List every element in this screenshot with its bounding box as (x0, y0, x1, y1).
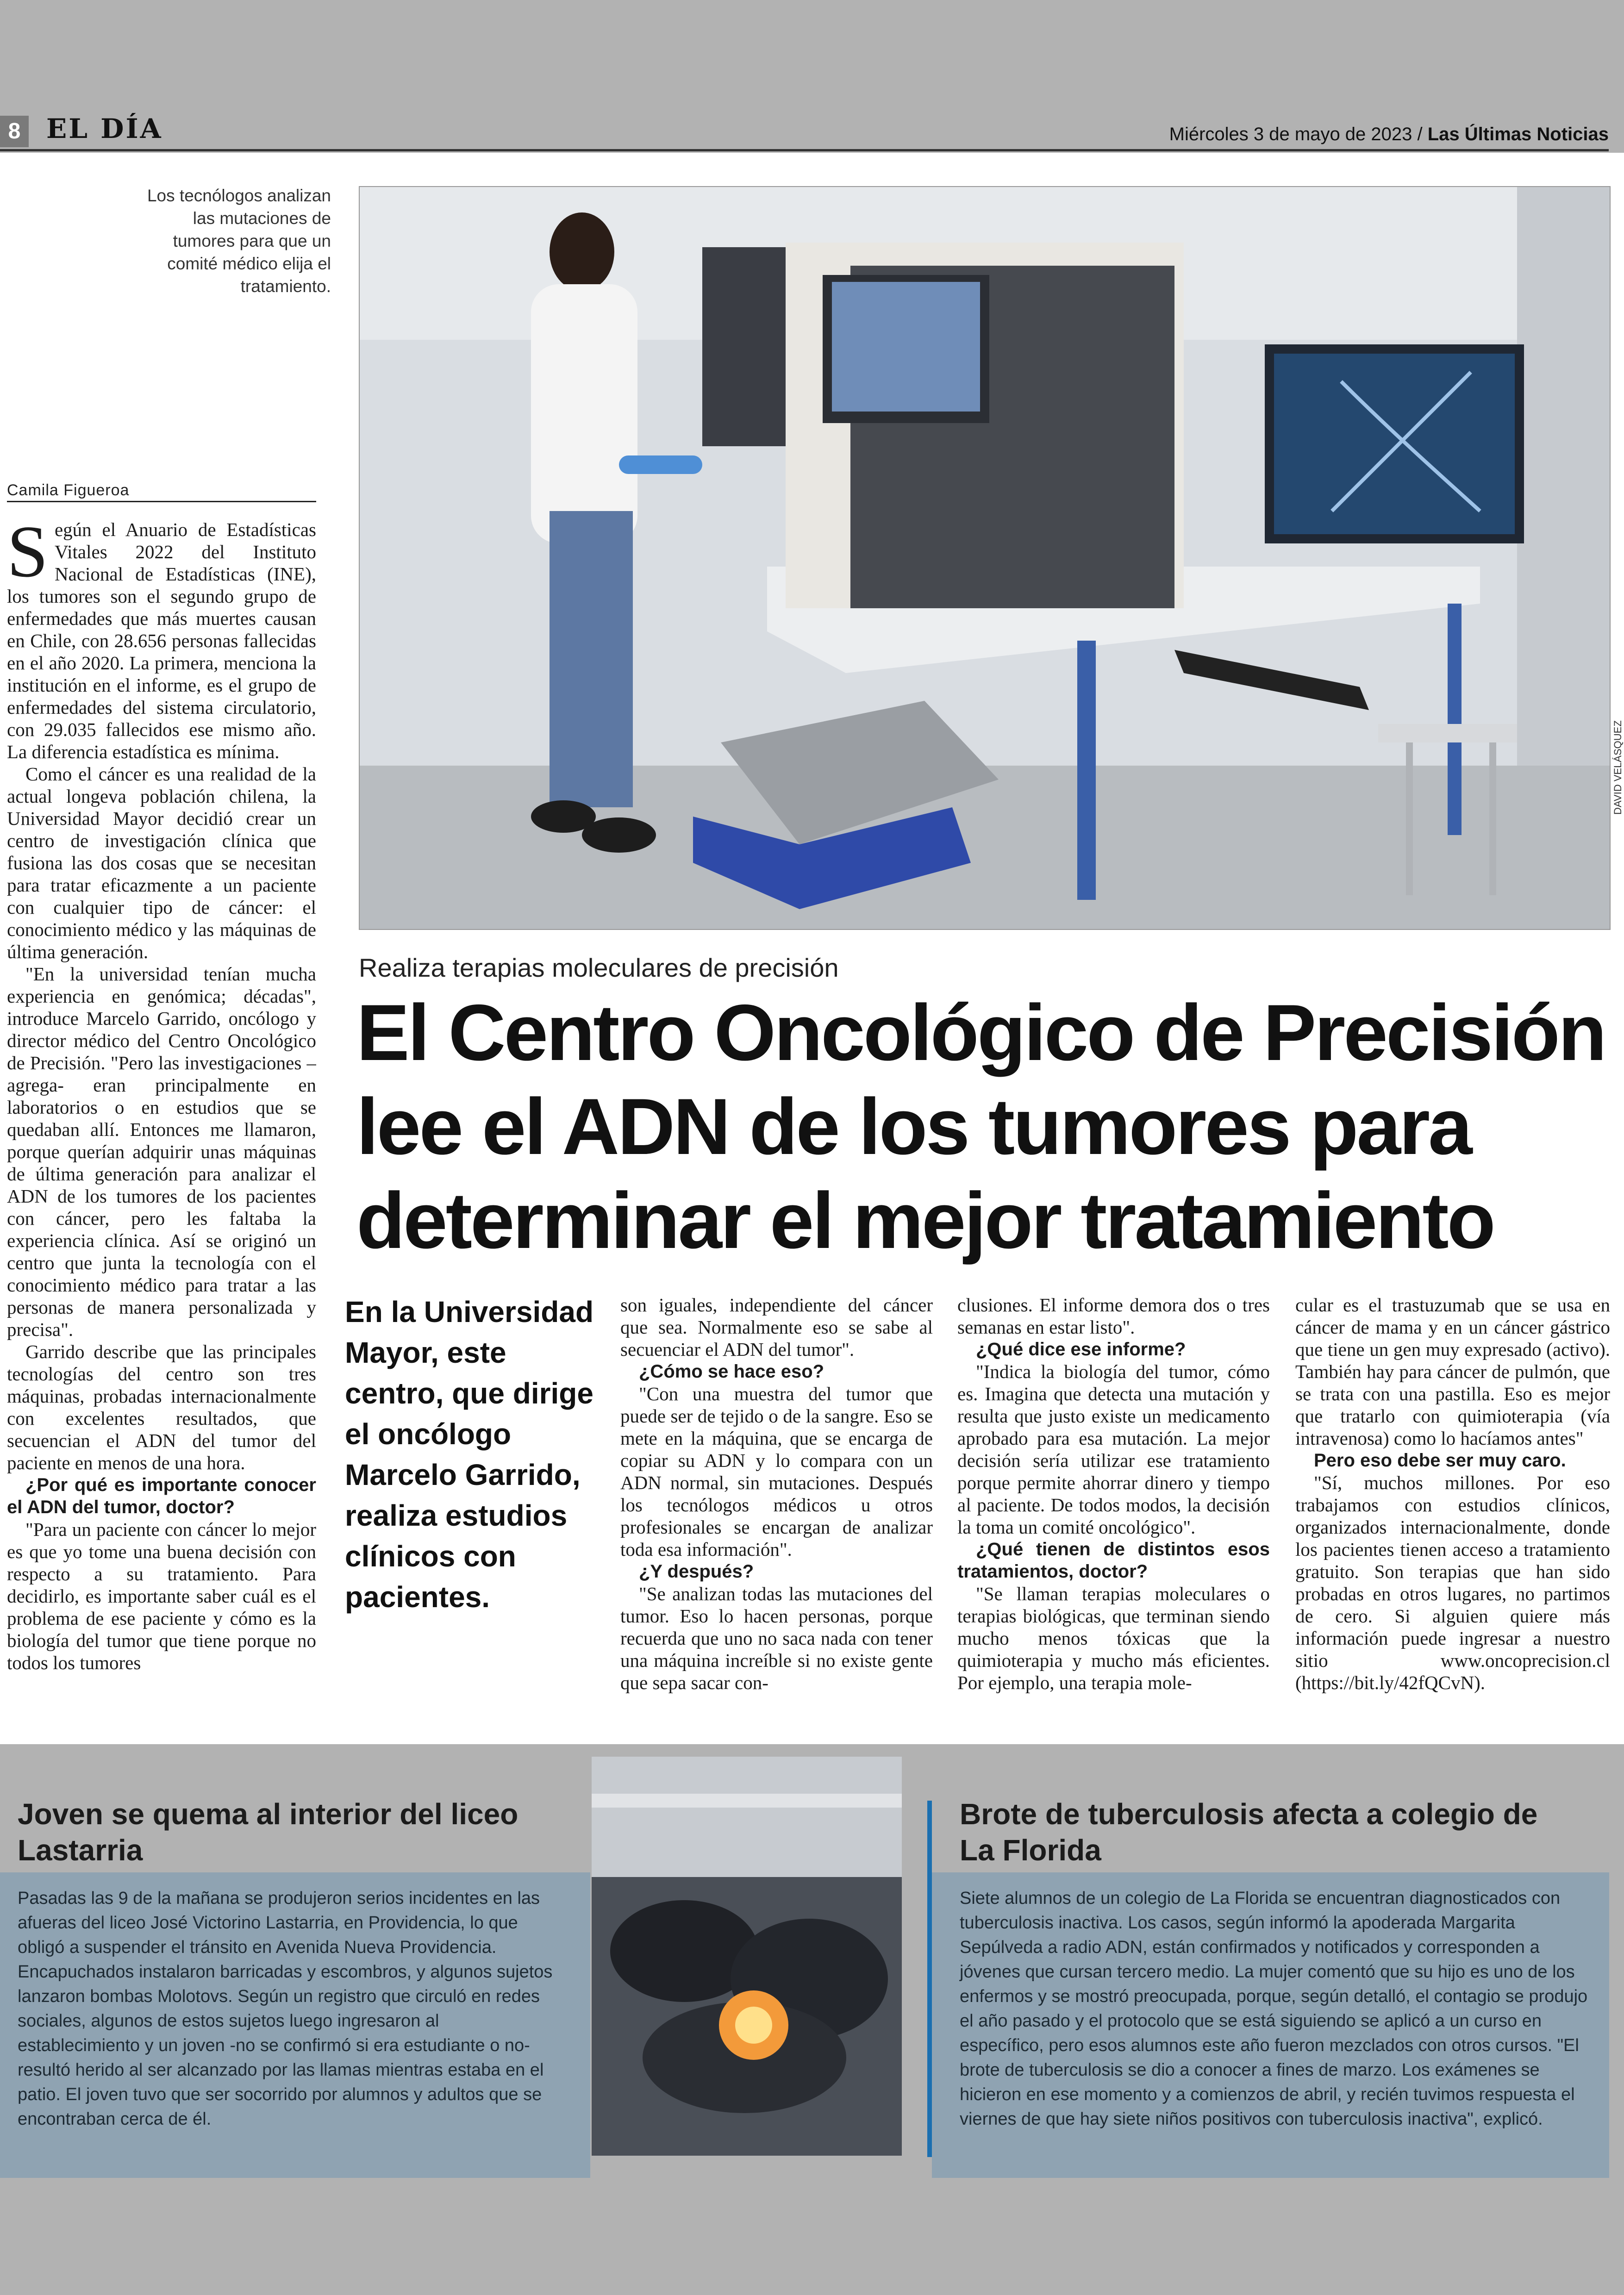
incident-photo (592, 1757, 902, 2156)
byline-rule (7, 501, 316, 502)
lead-paragraph: En la Universidad Mayor, este centro, que dirige el oncólogo Marcelo Garrido, realiza estudios clínicos con pacientes. (345, 1295, 594, 1614)
paragraph: clusiones. El informe demora dos o tres semanas en estar listo". (957, 1294, 1270, 1338)
brief-accent-bar (927, 1801, 932, 2157)
paragraph: "Se analizan todas las mutaciones del tumor. Eso lo hacen personas, porque recuerda que uno no saca nada con tener una máquina increíble si no existe gente que sepa sacar con- (620, 1583, 933, 1693)
headline-line: lee el ADN de los tumores para (356, 1082, 1471, 1171)
lab-photo (359, 186, 1611, 930)
paragraph: "Se llaman terapias moleculares o terapias biológicas, que terminan siendo mucho menos tóxicas que la quimioterapia y mucho más eficientes. Por ejemplo, una terapia mole- (957, 1583, 1270, 1693)
brief-text-lastarria: Pasadas las 9 de la mañana se produjeron serios incidentes en las afueras del liceo José Victorino Lastarria, en Providencia, lo que obligó a suspender el tránsito en Avenida Nueva Providencia. Encapuchados instalaron barricadas y escombros, y algunos sujetos lanzaron bombas Molotovs. Según un registro que circuló en redes sociales, algunos de estos sujetos luego ingresaron al establecimiento y un joven -no se confirmó si era estudiante o no- resultó herido al ser alcanzado por las llamas mientras estaba en el patio. El joven tuvo que ser socorrido por alumnos y adultos que se encontraban cerca de él. (18, 1889, 553, 2129)
paragraph: Como el cáncer es una realidad de la actual longeva población chilena, la Universidad Mayor decidió crear un centro de investigación clínica que fusiona las dos cosas que se necesitan para tratar eficazmente a un paciente con cualquier tipo de cáncer: el conocimiento médico y las máquinas de última generación. (7, 763, 316, 962)
paragraph: Garrido describe que las principales tecnologías del centro son tres máquinas, probadas internacionalmente con excelentes resultados, que secuencian el ADN del tumor del paciente en menos de una hora. (7, 1341, 316, 1473)
section-title: EL DÍA (46, 113, 163, 144)
header-rule (0, 149, 1609, 151)
kicker: Realiza terapias moleculares de precisión (359, 953, 839, 982)
paragraph: "Indica la biología del tumor, cómo es. Imagina que detecta una mutación y resulta que justo existe un medicamento aprobado para esa mutación. La mejor decisión sería utilizar ese tratamiento porque permite ahorrar dinero y tiempo al paciente. De todos modos, la decisión la toma un comité oncológico". (957, 1361, 1270, 1538)
date: Miércoles 3 de mayo de 2023 / (1169, 124, 1423, 144)
article-column-1 (7, 518, 316, 1731)
drop-cap: S (7, 518, 48, 592)
paragraph: "Para un paciente con cáncer lo mejor es que yo tome una buena decisión con respecto a su tratamiento. Para decidirlo, es importante saber cuál es el problema de ese paciente y cómo es la biología del tumor que tiene porque no todos los tumores (7, 1519, 316, 1673)
article-column-3 (957, 1294, 1270, 1729)
paragraph-text: egún el Anuario de Estadísticas Vitales 2022 del Instituto Nacional de Estadísticas (INE), los tumores son el segundo grupo de enfermedades que más muertes causan en Chile, con 28.656 personas fallecidas en el año 2020. La primera, menciona la institución en el informe, es el grupo de enfermedades del sistema circulatorio, con 29.035 fallecidos ese mismo año. La diferencia estadística es mínima. (7, 519, 316, 762)
article-column-2 (620, 1294, 933, 1729)
headline (356, 986, 1606, 1268)
incident-photo-illustration (592, 1757, 902, 2156)
interview-question: ¿Qué dice ese informe? (976, 1339, 1186, 1360)
interview-question: Pero eso debe ser muy caro. (1314, 1450, 1566, 1471)
headline-line: determinar el mejor tratamiento (356, 1176, 1494, 1265)
brief-title-tuberculosis: Brote de tuberculosis afecta a colegio de La Florida (960, 1797, 1538, 1867)
interview-question: ¿Y después? (639, 1561, 754, 1582)
brief-title-lastarria: Joven se quema al interior del liceo Lastarria (18, 1797, 518, 1867)
photo-caption: Los tecnólogos analizan las mutaciones de tumores para que un comité médico elija el tratamiento. (147, 186, 331, 296)
interview-question: ¿Qué tienen de distintos esos tratamientos, doctor? (957, 1539, 1270, 1582)
byline: Camila Figueroa (7, 481, 130, 499)
paragraph: son iguales, independiente del cáncer que sea. Normalmente eso se sabe al secuenciar el ADN del tumor". (620, 1294, 933, 1360)
lab-photo-illustration (360, 187, 1610, 929)
publication-name: Las Últimas Noticias (1427, 124, 1609, 144)
page-number: 8 (0, 116, 29, 147)
interview-question: ¿Por qué es importante conocer el ADN del tumor, doctor? (7, 1475, 316, 1517)
paragraph (7, 518, 316, 763)
dateline (1169, 124, 1609, 145)
photo-credit: DAVID VELÁSQUEZ (1612, 720, 1624, 815)
paragraph: "En la universidad tenían mucha experiencia en genómica; décadas", introduce Marcelo Garrido, oncólogo y director médico del Centro Oncológico de Precisión. "Pero las investigaciones –agrega- eran principalmente en laboratorios o en estudios que se quedaban allí. Entonces me llamaron, porque querían adquirir unas máquinas de última generación para analizar el ADN de los tumores de los pacientes con cáncer, pero les faltaba la experiencia clínica. Así se originó un centro que junta la tecnología con el conocimiento médico para tratar a las personas de manera personalizada y precisa". (7, 963, 316, 1340)
headline-line: El Centro Oncológico de Precisión (356, 988, 1605, 1077)
interview-question: ¿Cómo se hace eso? (639, 1361, 824, 1382)
paragraph: "Sí, muchos millones. Por eso trabajamos con estudios clínicos, organizados internacionalmente, donde los pacientes tienen acceso a tratamiento gratuito. Son terapias que han sido probadas en otros lugares, no partimos de cero. Si alguien quiere más información puede ingresar a nuestro sitio www.oncoprecision.cl (https://bit.ly/42fQCvN). (1295, 1472, 1610, 1693)
brief-text-tuberculosis: Siete alumnos de un colegio de La Florida se encuentran diagnosticados con tuberculosis inactiva. Los casos, según informó la apoderada Margarita Sepúlveda a radio ADN, están confirmados y notificados y corresponden a jóvenes que cursan tercero medio. La mujer comentó que su hijo es uno de los enfermos y se mostró preocupada, porque, según detalló, el contagio se produjo el año pasado y el protocolo que se está siguiendo se aplicó a un curso en específico, pero esos alumnos este año fueron mezclados con otros cursos. "El brote de tuberculosis se dio a conocer a fines de marzo. Los exámenes se hicieron en ese momento y a comienzos de abril, y recién tuvimos respuesta el viernes de que hay siete niños positivos con tuberculosis inactiva", explicó. (960, 1889, 1588, 2129)
paragraph: cular es el trastuzumab que se usa en cáncer de mama y en un cáncer gástrico que tiene un gen muy expresado (activo). También hay para cáncer de pulmón, que se trata con una pastilla. Eso es mejor que tratarlo con quimioterapia (vía intravenosa) como lo hacíamos antes" (1295, 1294, 1610, 1449)
article-column-4 (1295, 1294, 1610, 1729)
paragraph: "Con una muestra del tumor que puede ser de tejido o de la sangre. Eso se mete en la máquina, que se encarga de copiar su ADN y lo compara con un ADN normal, sin mutaciones. Después los tecnólogos médicos u otros profesionales se encargan de analizar toda esa información". (620, 1383, 933, 1560)
